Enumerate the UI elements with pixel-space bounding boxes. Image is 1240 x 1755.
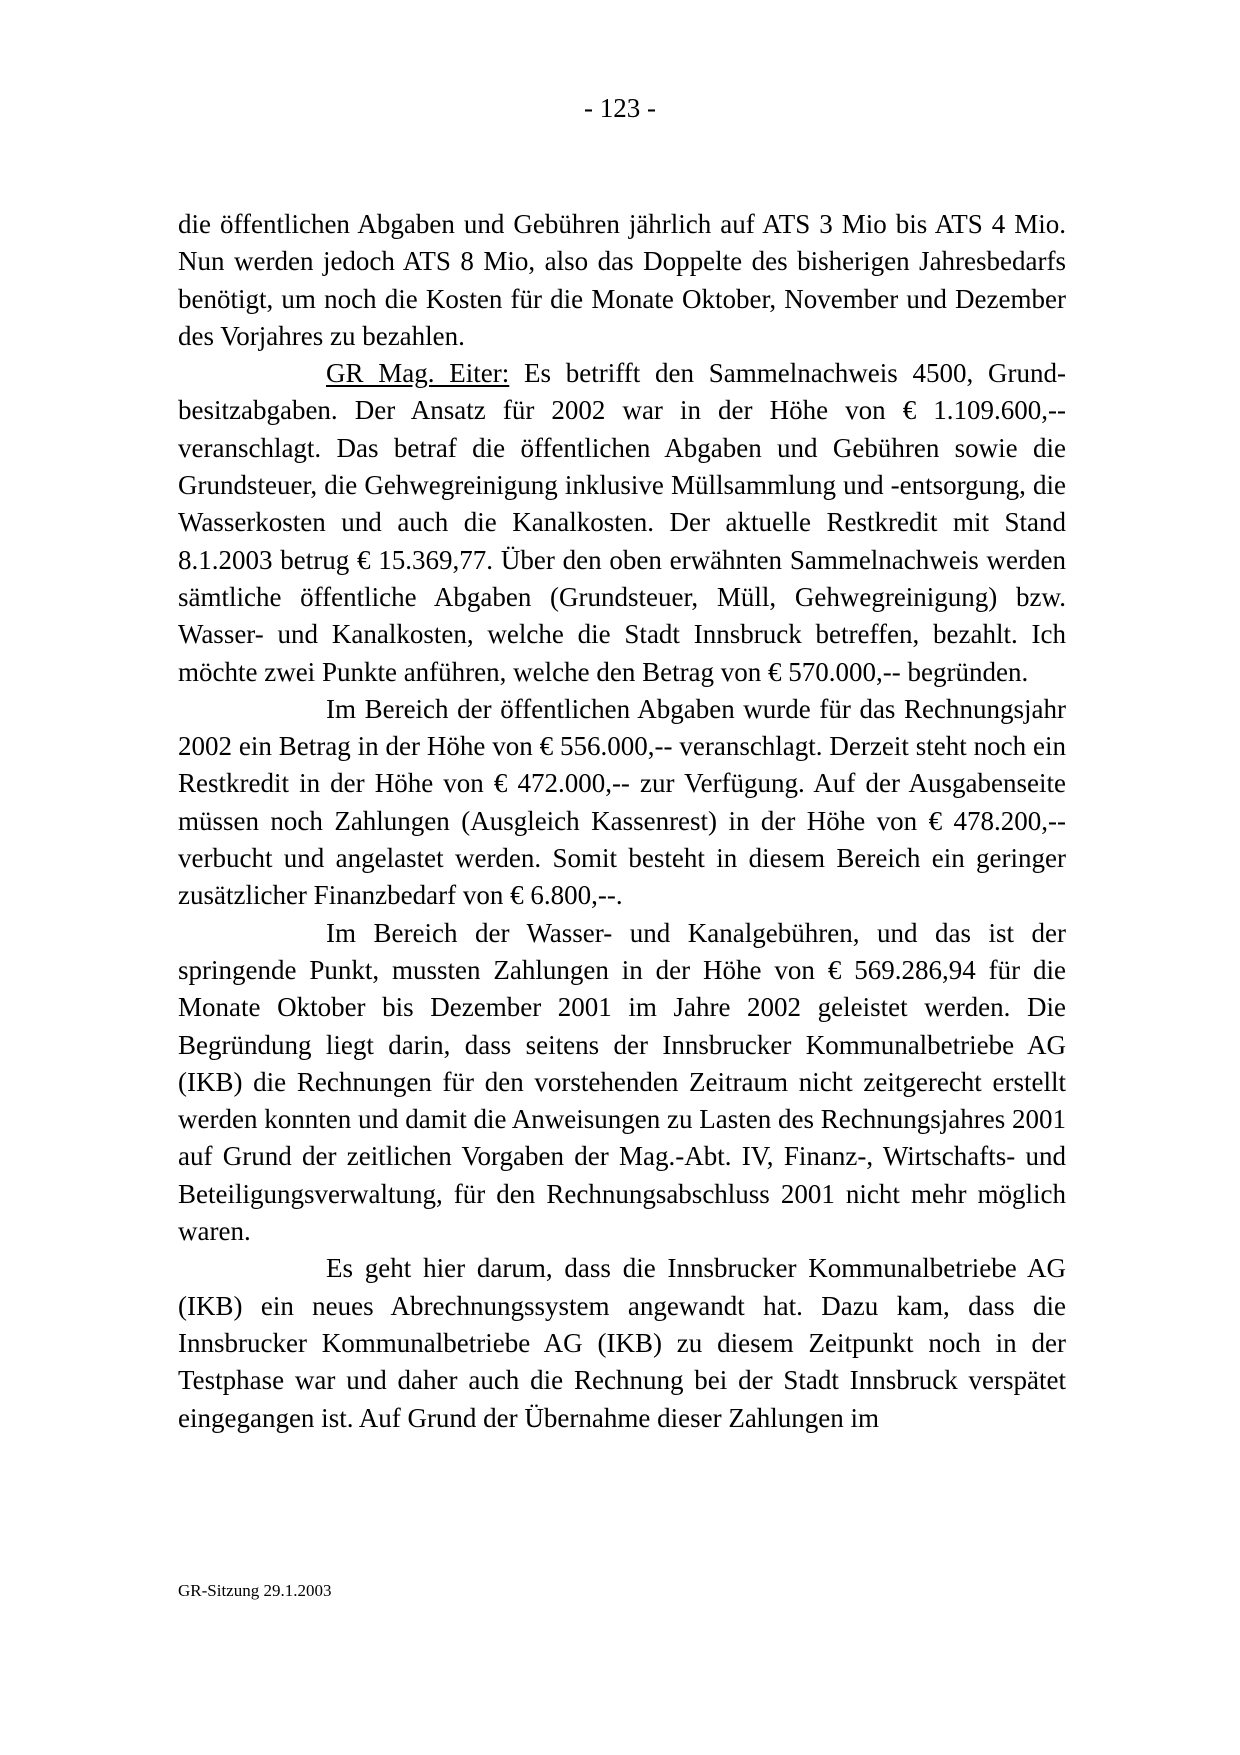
paragraph-2: [178, 355, 1066, 691]
footer-session-date: GR-Sitzung 29.1.2003: [178, 1581, 332, 1600]
paragraph-text: Im Bereich der Wasser- und Kanalgebühren, und das ist der springende Punkt, mussten Zahlungen in der Höhe von € 569.286,94 für die Monate Oktober bis Dezember 2001 im Jahre 2002 geleistet werden. Die Begründung liegt darin, dass seitens der Innsbrucker Kommunalbetriebe AG (IKB) die Rechnungen für den vorstehenden Zeitraum nicht zeitgerecht erstellt werden konnten und damit die Anweisungen zu Lasten des Rechnungsjahres 2001 auf Grund der zeitlichen Vorgaben der Mag.-Abt. IV, Finanz-, Wirtschafts- und Beteiligungsverwaltung, für den Rechnungsabschluss 2001 nicht mehr möglich waren.: [178, 917, 1066, 1247]
paragraph-text: Es geht hier darum, dass die Innsbrucker Kommunalbetriebe AG (IKB) ein neues Abrechnungssystem angewandt hat. Dazu kam, dass die Innsbrucker Kommunalbetriebe AG (IKB) zu diesem Zeitpunkt noch in der Testphase war und daher auch die Rechnung bei der Stadt Innsbruck verspätet eingegangen ist. Auf Grund der Übernahme dieser Zahlungen im: [178, 1253, 1066, 1433]
speaker-name: GR Mag. Eiter:: [326, 358, 510, 389]
paragraph-4: [178, 915, 1066, 1251]
page-number: - 123 -: [584, 93, 656, 123]
paragraph-1: [178, 206, 1066, 355]
paragraph-5: [178, 1250, 1066, 1436]
paragraph-3: [178, 691, 1066, 915]
paragraph-text: Im Bereich der öffentlichen Abgaben wurde für das Rechnungsjahr 2002 ein Betrag in der Höhe von € 556.000,-- veranschlagt. Derzeit steht noch ein Restkredit in der Höhe von € 472.000,-- zur Verfügung. Auf der Ausgabenseite müssen noch Zahlungen (Ausgleich Kassenrest) in der Höhe von € 478.200,-- verbucht und angelastet werden. Somit besteht in diesem Bereich ein geringer zusätzlicher Finanzbedarf von € 6.800,--.: [178, 693, 1066, 911]
paragraph-text: die öffentlichen Abgaben und Gebühren jährlich auf ATS 3 Mio bis ATS 4 Mio. Nun werden jedoch ATS 8 Mio, also das Doppelte des bisherigen Jahresbedarfs benötigt, um noch die Kosten für die Monate Oktober, November und Dezember des Vorjahres zu bezahlen.: [178, 209, 1066, 351]
body-text: [178, 206, 1066, 1437]
paragraph-text: Es betrifft den Sammelnachweis 4500, Grundbesitzabgaben. Der Ansatz für 2002 war in der Höhe von € 1.109.600,-- veranschlagt. Das betraf die öffentlichen Abgaben und Gebühren sowie die Grundsteuer, die Gehwegreinigung inklusive Müllsammlung und -entsorgung, die Wasserkosten und auch die Kanalkosten. Der aktuelle Restkredit mit Stand 8.1.2003 betrug € 15.369,77. Über den oben erwähnten Sammelnachweis werden sämtliche öffentliche Abgaben (Grundsteuer, Müll, Gehwegreinigung) bzw. Wasser- und Kanalkosten, welche die Stadt Innsbruck betreffen, bezahlt. Ich möchte zwei Punkte anführen, welche den Betrag von € 570.000,-- begründen.: [178, 358, 1066, 687]
